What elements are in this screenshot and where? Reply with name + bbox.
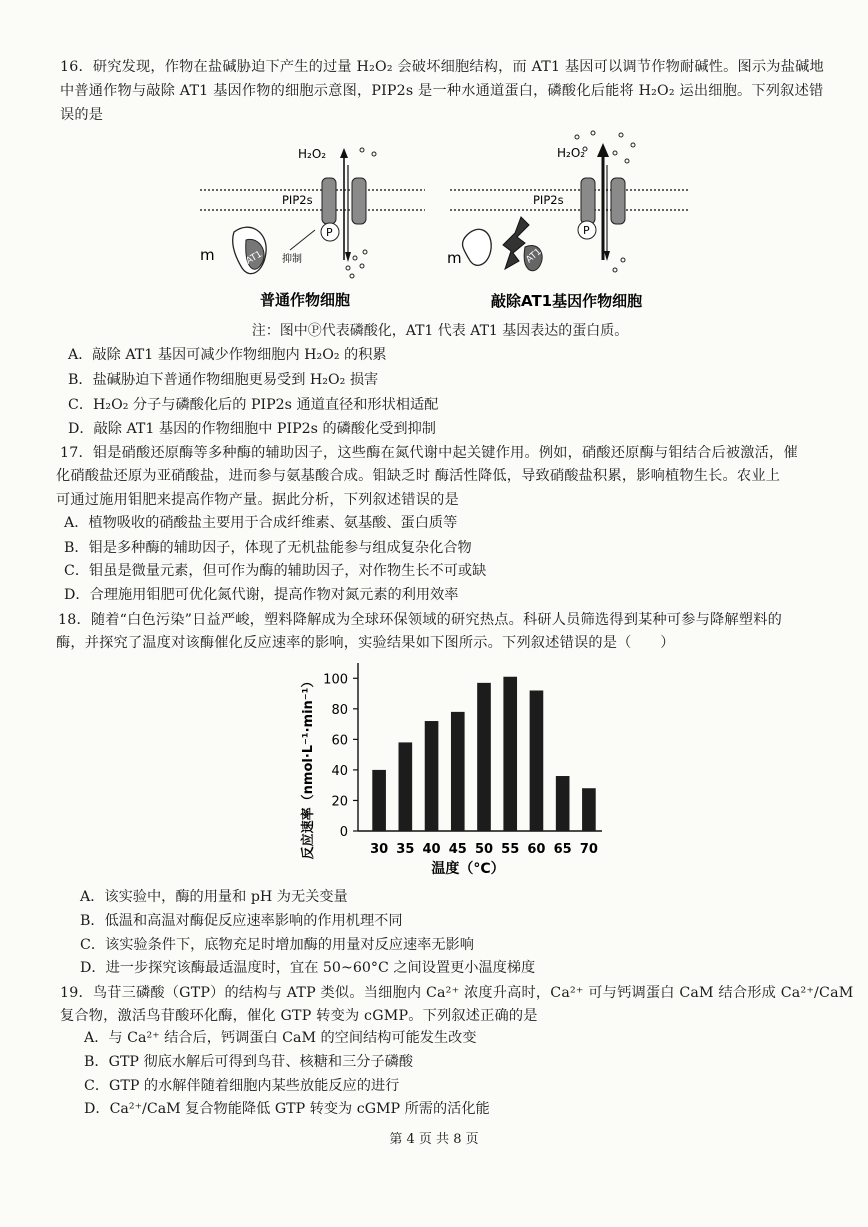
q19-option-b[interactable]: B．GTP 彻底水解后可得到鸟苷、核糖和三分子磷酸 [84, 1054, 414, 1070]
q18-option-c[interactable]: C．该实验条件下，底物充足时增加酶的用量对反应速率无影响 [80, 937, 474, 953]
chart-x-tick-label: 70 [579, 842, 598, 857]
q16-option-b[interactable]: B．盐碱胁迫下普通作物细胞更易受到 H₂O₂ 损害 [68, 372, 379, 388]
h2o2-label: H₂O₂ [298, 147, 327, 161]
arrowhead-down-icon [345, 252, 351, 262]
q18-option-d[interactable]: D．进一步探究该酶最适温度时，宜在 50~60°C 之间设置更小温度梯度 [80, 960, 536, 976]
chart-bar [372, 770, 386, 831]
chart-bar [530, 690, 544, 831]
molecule-dot [613, 151, 617, 155]
q17-option-a[interactable]: A．植物吸收的硝酸盐主要用于合成纤维素、氨基酸、蛋白质等 [64, 515, 458, 531]
chart-x-axis-label: 温度（°C） [431, 861, 505, 877]
pip2s-channel-right [352, 178, 366, 224]
chart-bar [477, 683, 491, 831]
molecule-dot [613, 268, 617, 272]
chart-y-tick-label: 20 [331, 794, 348, 810]
page-footer: 第 4 页 共 8 页 [389, 1132, 479, 1147]
chart-bar [503, 677, 517, 831]
chart-x-tick-label: 40 [422, 842, 441, 857]
molecule-dot [350, 274, 354, 278]
chart-x-ticks [370, 842, 598, 857]
q17-stem-line3: 可通过施用钼肥来提高作物产量。据此分析，下列叙述错误的是 [56, 492, 459, 508]
pip2s-label: PIP2s [533, 193, 564, 207]
chart-x-tick-label: 55 [501, 842, 520, 857]
q17-option-d[interactable]: D．合理施用钼肥可优化氮代谢，提高作物对氮元素的利用效率 [64, 587, 459, 603]
q16-option-c[interactable]: C．H₂O₂ 分子与磷酸化后的 PIP2s 通道直径和形状相适配 [68, 397, 439, 413]
chart-y-axis-label: 反应速率（nmol·L⁻¹·min⁻¹） [301, 674, 316, 860]
chart-y-tick-label: 0 [339, 825, 348, 840]
q17-stem-line2: 化硝酸盐还原为亚硝酸盐，进而参与氨基酸合成。钼缺乏时 酶活性降低，导致硝酸盐积累，影响植物生长。农业上 [56, 468, 781, 484]
inhibit-label: 抑制 [282, 254, 302, 265]
q17-stem-line1: 17．钼是硝酸还原酶等多种酶的辅助因子，这些酶在氮代谢中起关键作用。例如，硝酸还原酶与钼结合后被激活，催 [60, 445, 798, 461]
molecule-dot [353, 256, 357, 260]
chart-x-tick-label: 45 [448, 842, 467, 857]
normal-cell-caption: 普通作物细胞 [260, 291, 351, 309]
m-shape [463, 229, 492, 265]
arrowhead-down-icon [604, 251, 610, 261]
pip2s-channel-left [322, 178, 336, 224]
molecule-dot [372, 152, 376, 156]
knockout-cell-caption: 敲除AT1基因作物细胞 [491, 292, 643, 310]
q16-stem-line2: 中普通作物与敲除 AT1 基因作物的细胞示意图，PIP2s 是一种水通道蛋白，磷酸化后能将 H₂O₂ 运出细胞。下列叙述错 [60, 83, 824, 99]
q19-stem-line2: 复合物，激活鸟苷酸环化酶，催化 GTP 转变为 cGMP。下列叙述正确的是 [60, 1008, 538, 1024]
arrowhead-up-icon [340, 148, 348, 158]
pip2s-channel-left [581, 178, 595, 224]
q16-stem-line1: 16．研究发现，作物在盐碱胁迫下产生的过量 H₂O₂ 会破坏细胞结构，而 AT1 基因可以调节作物耐碱性。图示为盐碱地 [60, 59, 824, 75]
m-label: m [200, 246, 215, 264]
phosphate-label: P [326, 226, 333, 239]
phosphate-label: P [583, 224, 590, 237]
chart-x-tick-label: 60 [527, 842, 546, 857]
m-label: m [447, 249, 462, 267]
at1-protein-label: AT1 [244, 249, 264, 267]
chart-bar [582, 788, 596, 831]
molecule-dot [360, 264, 364, 268]
chart-bars [372, 677, 595, 831]
chart-bar [556, 776, 570, 831]
q19-option-c[interactable]: C．GTP 的水解伴随着细胞内某些放能反应的进行 [84, 1078, 400, 1094]
chart-bar [425, 721, 439, 831]
q19-option-d[interactable]: D．Ca²⁺/CaM 复合物能降低 GTP 转变为 cGMP 所需的活化能 [84, 1101, 490, 1117]
chart-x-tick-label: 35 [396, 842, 415, 857]
chart-x-tick-label: 50 [474, 842, 494, 857]
q19-option-a[interactable]: A．与 Ca²⁺ 结合后，钙调蛋白 CaM 的空间结构可能发生改变 [84, 1030, 477, 1046]
q17-option-b[interactable]: B．钼是多种酶的辅助因子，体现了无机盐能参与组成复杂化合物 [64, 540, 472, 556]
q18-option-a[interactable]: A．该实验中，酶的用量和 pH 为无关变量 [80, 889, 348, 905]
molecule-dot [360, 148, 364, 152]
chart-y-tick-label: 60 [331, 733, 348, 749]
molecule-dot [575, 135, 579, 139]
q18-stem-line1: 18．随着“白色污染”日益严峻，塑料降解成为全球环保领域的研究热点。科研人员筛选得到某种可参与降解塑料的 [58, 612, 782, 628]
pip2s-label: PIP2s [282, 193, 313, 207]
inhibit-line [290, 230, 315, 250]
molecule-dot [619, 133, 623, 137]
molecule-dot [631, 143, 635, 147]
q18-bar-chart [290, 655, 620, 885]
chart-bar [399, 742, 413, 831]
q16-stem-line3: 误的是 [60, 107, 104, 123]
q16-figure-note: 注：图中Ⓟ代表磷酸化，AT1 代表 AT1 基因表达的蛋白质。 [251, 323, 629, 339]
q16-option-a[interactable]: A．敲除 AT1 基因可减少作物细胞内 H₂O₂ 的积累 [68, 347, 387, 363]
q16-option-d[interactable]: D．敲除 AT1 基因的作物细胞中 PIP2s 的磷酸化受到抑制 [68, 421, 436, 437]
q18-stem-line2: 酶，并探究了温度对该酶催化反应速率的影响，实验结果如下图所示。下列叙述错误的是（ ） [56, 635, 675, 651]
chart-y-tick-label: 40 [331, 763, 348, 779]
molecule-dot [621, 258, 625, 262]
chart-y-tick-label: 100 [323, 672, 348, 688]
molecule-dot [363, 250, 367, 254]
chart-y-ticks [323, 672, 358, 840]
q16-figure-knockout-cell [445, 125, 695, 315]
chart-y-tick-label: 80 [331, 702, 348, 718]
arrowhead-up-icon [597, 143, 609, 157]
molecule-dot [625, 159, 629, 163]
q17-option-c[interactable]: C．钼虽是微量元素，但可作为酶的辅助因子，对作物生长不可或缺 [64, 563, 487, 579]
q18-option-b[interactable]: B．低温和高温对酶促反应速率影响的作用机理不同 [80, 913, 403, 929]
pip2s-channel-right [611, 178, 625, 224]
h2o2-label: H₂O₂ [557, 146, 586, 160]
chart-bar [451, 712, 465, 831]
chart-x-tick-label: 30 [370, 842, 389, 857]
q19-stem-line1: 19．鸟苷三磷酸（GTP）的结构与 ATP 类似。当细胞内 Ca²⁺ 浓度升高时，Ca²⁺ 可与钙调蛋白 CaM 结合形成 Ca²⁺/CaM [60, 985, 854, 1001]
at1-protein-label: AT1 [524, 246, 544, 266]
chart-x-tick-label: 65 [553, 842, 572, 857]
molecule-dot [346, 266, 350, 270]
q16-figure-normal-cell [190, 140, 430, 315]
molecule-dot [591, 131, 595, 135]
